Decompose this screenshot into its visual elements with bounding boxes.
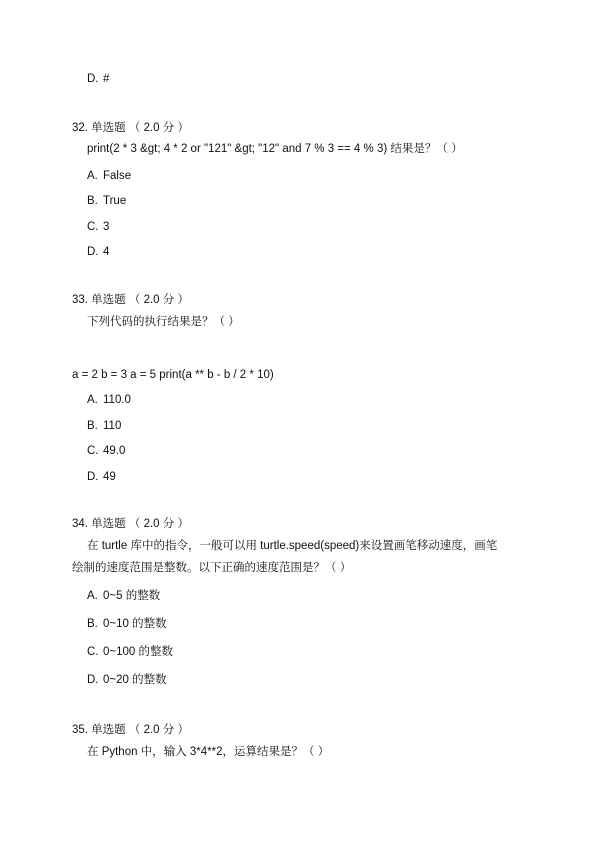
option-letter: C. — [87, 646, 99, 658]
option-letter: A. — [87, 590, 98, 602]
option-a[interactable] — [87, 589, 160, 603]
option-letter: B. — [87, 618, 98, 630]
option-text: 49.0 — [103, 445, 126, 457]
option-text: 0~20 的整数 — [103, 674, 167, 686]
question-33-code: a = 2 b = 3 a = 5 print(a ** b - b / 2 * 10) — [72, 369, 274, 381]
question-34-header: 34. 单选题 （ 2.0 分 ） — [72, 518, 189, 530]
option-letter: D. — [87, 73, 99, 85]
option-text: 110 — [103, 420, 122, 432]
option-b[interactable] — [87, 419, 121, 433]
option-text: # — [103, 73, 110, 85]
question-35-header: 35. 单选题 （ 2.0 分 ） — [72, 724, 189, 736]
option-letter: D. — [87, 471, 99, 483]
option-d[interactable] — [87, 72, 109, 86]
question-34-stem-line-1: 在 turtle 库中的指令，一般可以用 turtle.speed(speed)来设置画笔移动速度，画笔 — [87, 540, 498, 552]
option-letter: C. — [87, 221, 99, 233]
option-text: 0~10 的整数 — [103, 618, 167, 630]
option-letter: B. — [87, 195, 98, 207]
option-letter: D. — [87, 674, 99, 686]
option-text: True — [103, 195, 127, 207]
option-a[interactable] — [87, 393, 131, 407]
option-text: 3 — [103, 221, 110, 233]
question-32-header: 32. 单选题 （ 2.0 分 ） — [72, 122, 189, 134]
option-letter: A. — [87, 170, 98, 182]
option-d[interactable] — [87, 470, 116, 484]
question-35-stem: 在 Python 中，输入 3*4**2，运算结果是？（ ） — [87, 746, 330, 758]
option-b[interactable] — [87, 617, 167, 631]
option-a[interactable] — [87, 169, 131, 183]
option-letter: A. — [87, 394, 98, 406]
option-text: 4 — [103, 246, 110, 258]
question-34-stem-line-2: 绘制的速度范围是整数。以下正确的速度范围是？（ ） — [72, 562, 352, 574]
option-c[interactable] — [87, 220, 109, 234]
option-text: 110.0 — [103, 394, 131, 406]
option-text: 0~5 的整数 — [103, 590, 161, 602]
question-33-stem: 下列代码的执行结果是？（ ） — [87, 316, 240, 328]
question-32-stem: print(2 * 3 &gt; 4 * 2 or "121" &gt; "12" and 7 % 3 == 4 % 3) 结果是？（ ） — [87, 143, 463, 155]
option-c[interactable] — [87, 444, 125, 458]
option-letter: C. — [87, 445, 99, 457]
option-c[interactable] — [87, 645, 173, 659]
option-d[interactable] — [87, 673, 167, 687]
option-b[interactable] — [87, 194, 126, 208]
option-d[interactable] — [87, 245, 109, 259]
option-letter: B. — [87, 420, 98, 432]
option-text: 49 — [103, 471, 116, 483]
option-letter: D. — [87, 246, 99, 258]
option-text: False — [103, 170, 132, 182]
option-text: 0~100 的整数 — [103, 646, 173, 658]
question-33-header: 33. 单选题 （ 2.0 分 ） — [72, 294, 189, 306]
